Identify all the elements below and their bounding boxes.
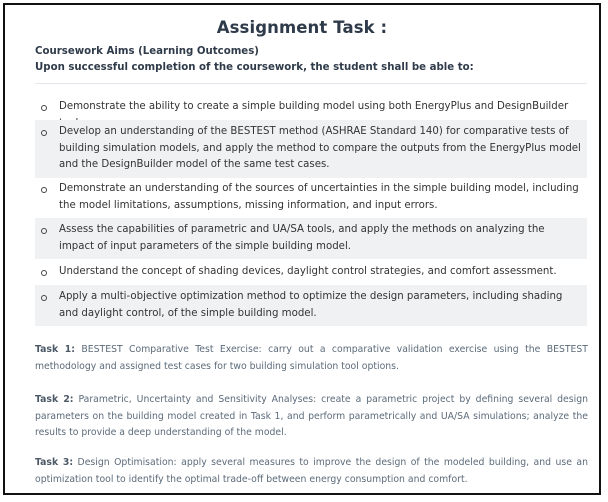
outcome-text: Apply a multi-objective optimization method to optimize the design parameters, including shading and daylight control, of the simple building model. <box>59 291 563 319</box>
document-frame <box>3 3 601 495</box>
bullet-icon <box>41 228 47 234</box>
bullet-icon <box>41 130 47 136</box>
task-label: Task 3: <box>35 457 74 468</box>
outcome-item-2 <box>35 120 587 178</box>
section-divider <box>35 83 587 84</box>
bullet-icon <box>41 295 47 301</box>
task-1 <box>35 342 588 375</box>
outcome-text: Demonstrate an understanding of the sources of uncertainties in the simple building model, including the model limitations, assumptions, missing information, and input errors. <box>59 183 579 211</box>
page-title: Assignment Task : <box>216 18 388 37</box>
outcome-text: Develop an understanding of the BESTEST method (ASHRAE Standard 140) for comparative tests of building simulation models, and apply the method to compare the outputs from the EnergyPlus model and the DesignBuilder model of the same test cases. <box>59 126 581 170</box>
outcome-text: Assess the capabilities of parametric and UA/SA tools, and apply the methods on analyzing the impact of input parameters of the simple building model. <box>59 224 545 252</box>
coursework-aims <box>35 44 474 76</box>
task-description: Parametric, Uncertainty and Sensitivity Analyses: create a parametric project by defining several design parameters on the building model created in Task 1, and perform parametrically and UA/SA simulations; analyze the results to provide a deep understanding of the model. <box>35 394 588 438</box>
outcome-item-5 <box>35 260 587 285</box>
bullet-icon <box>41 270 47 276</box>
task-label: Task 1: <box>35 344 75 355</box>
bullet-icon <box>41 187 47 193</box>
task-label: Task 2: <box>35 394 74 405</box>
outcome-item-6 <box>35 285 587 326</box>
task-3 <box>35 455 588 488</box>
outcome-item-4 <box>35 218 587 259</box>
outcome-text: Understand the concept of shading devices, daylight control strategies, and comfort assessment. <box>59 266 557 277</box>
aims-intro: Upon successful completion of the coursework, the student shall be able to: <box>35 62 474 73</box>
aims-heading: Coursework Aims (Learning Outcomes) <box>35 46 259 57</box>
bullet-icon <box>41 105 47 111</box>
task-description: Design Optimisation: apply several measures to improve the design of the modeled building, and use an optimization tool to identify the optimal trade-off between energy consumption and comfort. <box>35 457 589 485</box>
outcome-text: Demonstrate the ability to create a simple building model using both EnergyPlus and DesignBuilder <box>59 101 569 112</box>
outcome-item-3 <box>35 177 587 218</box>
task-2 <box>35 392 588 442</box>
task-description: BESTEST Comparative Test Exercise: carry out a comparative validation exercise using the BESTEST methodology and assigned test cases for two building simulation tool options. <box>35 344 588 372</box>
